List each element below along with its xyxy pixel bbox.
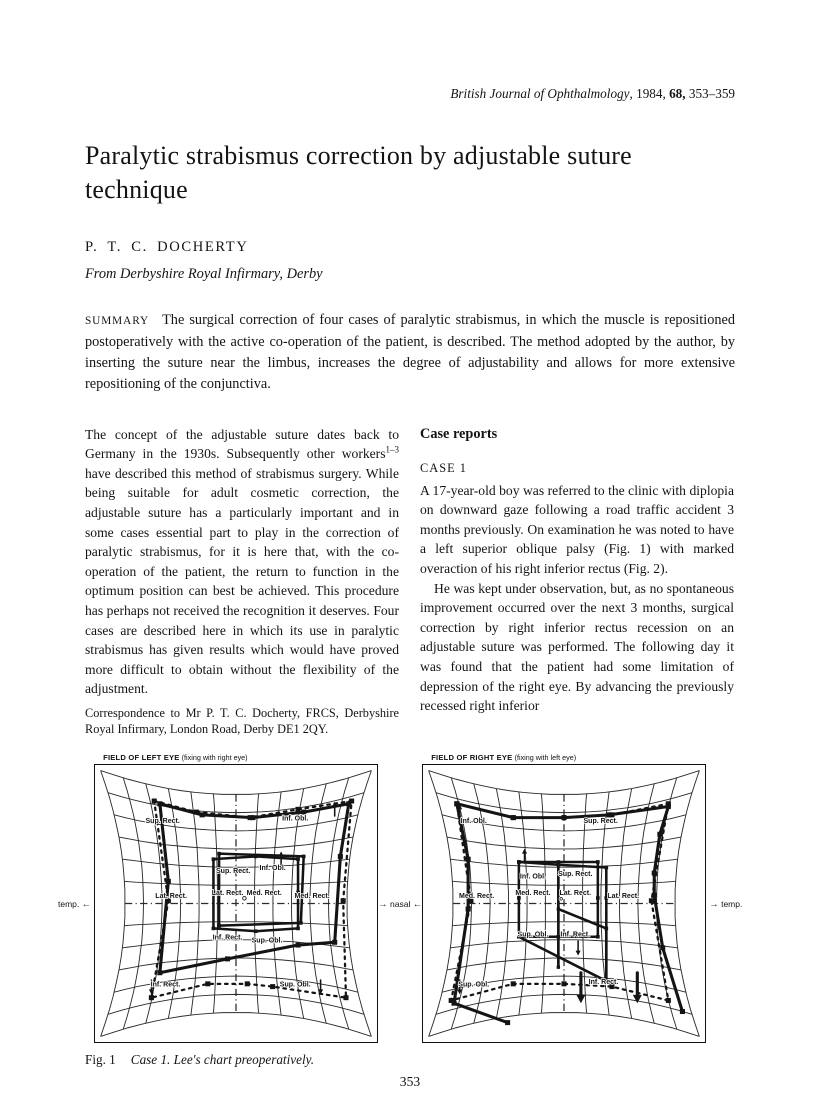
muscle-label: Sup. Rect. bbox=[583, 818, 619, 826]
muscle-label: Sup. Obl. bbox=[458, 981, 490, 989]
arrow-left-icon: ← bbox=[412, 899, 423, 911]
case-1-paragraph-2: He was kept under observation, but, as no spontaneous improvement occurred over the next 3 months, surgical correction by right inferior rectus recession on an adjustable suture was performed. The following day it was found that the patient had some limitation of depression of the right eye. By advancing the previously recessed right inferior bbox=[420, 580, 734, 714]
muscle-label: Med. Rect. bbox=[294, 893, 330, 901]
column-right bbox=[420, 425, 734, 738]
arrow-left-icon: ← bbox=[81, 899, 92, 911]
figure-caption-text: Case 1. Lee's chart preoperatively. bbox=[130, 1052, 315, 1068]
temp-text: temp. bbox=[721, 899, 743, 910]
author-name: P. T. C. DOCHERTY bbox=[85, 238, 249, 255]
muscle-label: Sup. Obl. bbox=[517, 931, 549, 939]
muscle-label: Inf. Rect. bbox=[150, 981, 181, 989]
figure-number: Fig. 1 bbox=[85, 1052, 116, 1068]
distorted-grid bbox=[101, 771, 372, 1037]
correspondence-note: Correspondence to Mr P. T. C. Docherty, FRCS, Derbyshire Royal Infirmary, London Road, Derby DE1 2QY. bbox=[85, 705, 399, 736]
left-chart-title-note: (fixing with right eye) bbox=[181, 753, 248, 763]
right-chart-title-main: FIELD OF RIGHT EYE bbox=[431, 753, 513, 763]
muscle-label: Sup. Rect. bbox=[558, 870, 593, 878]
muscle-label: Inf. Obl. bbox=[460, 818, 488, 826]
arrow-right-icon: → bbox=[378, 899, 388, 911]
intro-text: The concept of the adjustable suture dates back to Germany in the 1930s. Subsequently other workers bbox=[85, 426, 399, 462]
figure-caption bbox=[85, 1052, 735, 1068]
summary-label: SUMMARY bbox=[85, 314, 150, 327]
right-eye-chart-block bbox=[422, 753, 706, 1043]
temporal-label-right bbox=[706, 899, 742, 910]
summary-text: The surgical correction of four cases of paralytic strabismus, in which the muscle is repositioned postoperatively with the active co-operation of the patient, is described. The method adopted by the author, by inserting the suture near the limbus, increases the degree of adjustability and allows for more extensive repositioning of the conjunctiva. bbox=[85, 311, 735, 392]
journal-year: , 1984, bbox=[629, 86, 670, 101]
case-1-label: CASE 1 bbox=[420, 460, 467, 475]
muscle-label: Lat. Rect. bbox=[211, 890, 244, 898]
muscle-label: Inf. Obl. bbox=[259, 865, 286, 873]
author-affiliation: From Derbyshire Royal Infirmary, Derby bbox=[85, 265, 323, 282]
journal-header bbox=[85, 0, 735, 102]
muscle-label: Med. Rect. bbox=[246, 890, 282, 898]
muscle-label: Sup. Rect. bbox=[216, 868, 251, 876]
lee-chart-left-eye bbox=[94, 764, 378, 1043]
right-chart-title-note: (fixing with left eye) bbox=[514, 753, 577, 763]
left-chart-title bbox=[103, 753, 378, 762]
muscle-label: Lat. Rect. bbox=[607, 893, 640, 901]
summary-paragraph bbox=[85, 310, 735, 395]
muscle-label: o bbox=[559, 895, 564, 903]
temporal-label-left bbox=[58, 899, 94, 910]
intro-text-continued: have described this method of strabismus surgery. While being suitable for adult cosmetic correction, the adjustable suture has a particularly important and in some cases essential part to play in the correction of paralytic strabismus, for it is here that, with the co-operation of the patient, the return to function in the optimum position can best be achieved. This procedure has perhaps not received the recognition it deserves. Four cases are described here in which its use in paralytic strabismus has given results which would have proved more difficult to obtain without the flexibility of the adjustment. bbox=[85, 465, 399, 697]
page-number: 353 bbox=[399, 1074, 421, 1090]
two-column-body bbox=[85, 425, 735, 738]
case-1-paragraph-1: A 17-year-old boy was referred to the clinic with diplopia on downward gaze following a road traffic accident 3 months previously. On examination he was noted to have a left superior oblique palsy (Fig. 1) with marked overaction of his right inferior rectus (Fig. 2). bbox=[420, 482, 734, 576]
muscle-label: Sup. Obl. bbox=[279, 981, 311, 989]
lee-chart-right-eye bbox=[422, 764, 706, 1043]
column-left bbox=[85, 425, 399, 738]
right-chart-title bbox=[431, 753, 706, 762]
muscle-label: Sup. Rect. bbox=[145, 818, 181, 826]
field-plot bbox=[449, 801, 685, 1025]
muscle-label: Inf. Rect. bbox=[588, 978, 619, 986]
article-title: Paralytic strabismus correction by adjustable suture technique bbox=[85, 141, 632, 205]
left-chart-title-main: FIELD OF LEFT EYE bbox=[103, 753, 180, 763]
left-eye-chart-block bbox=[94, 753, 378, 1043]
muscle-label: Med. Rect. bbox=[459, 893, 495, 901]
figure-1 bbox=[58, 753, 743, 1043]
reference-superscript: 1–3 bbox=[385, 444, 399, 455]
arrow-right-icon: → bbox=[709, 899, 719, 911]
case-reports-heading: Case reports bbox=[420, 425, 498, 442]
nasal-text: nasal bbox=[390, 899, 411, 910]
muscle-label: Inf. Obl. bbox=[282, 815, 309, 823]
muscle-label: Inf. Rect. bbox=[560, 931, 591, 939]
muscle-label: Lat. Rect. bbox=[155, 893, 188, 901]
muscle-label: O bbox=[242, 895, 248, 903]
muscle-label: Sup. Obl. bbox=[251, 937, 283, 945]
muscle-label: Inf. Rect. bbox=[212, 934, 243, 942]
muscle-label: Lat. Rect. bbox=[559, 890, 592, 898]
intro-paragraph bbox=[85, 425, 399, 699]
journal-name: British Journal of Ophthalmology bbox=[450, 86, 630, 101]
journal-volume: 68, bbox=[669, 86, 686, 101]
journal-pages: 353–359 bbox=[685, 86, 735, 101]
temp-text: temp. bbox=[58, 899, 80, 910]
muscle-label: Inf. Obl. bbox=[520, 873, 547, 881]
nasal-label bbox=[378, 899, 422, 910]
muscle-label: Med. Rect. bbox=[515, 890, 551, 898]
